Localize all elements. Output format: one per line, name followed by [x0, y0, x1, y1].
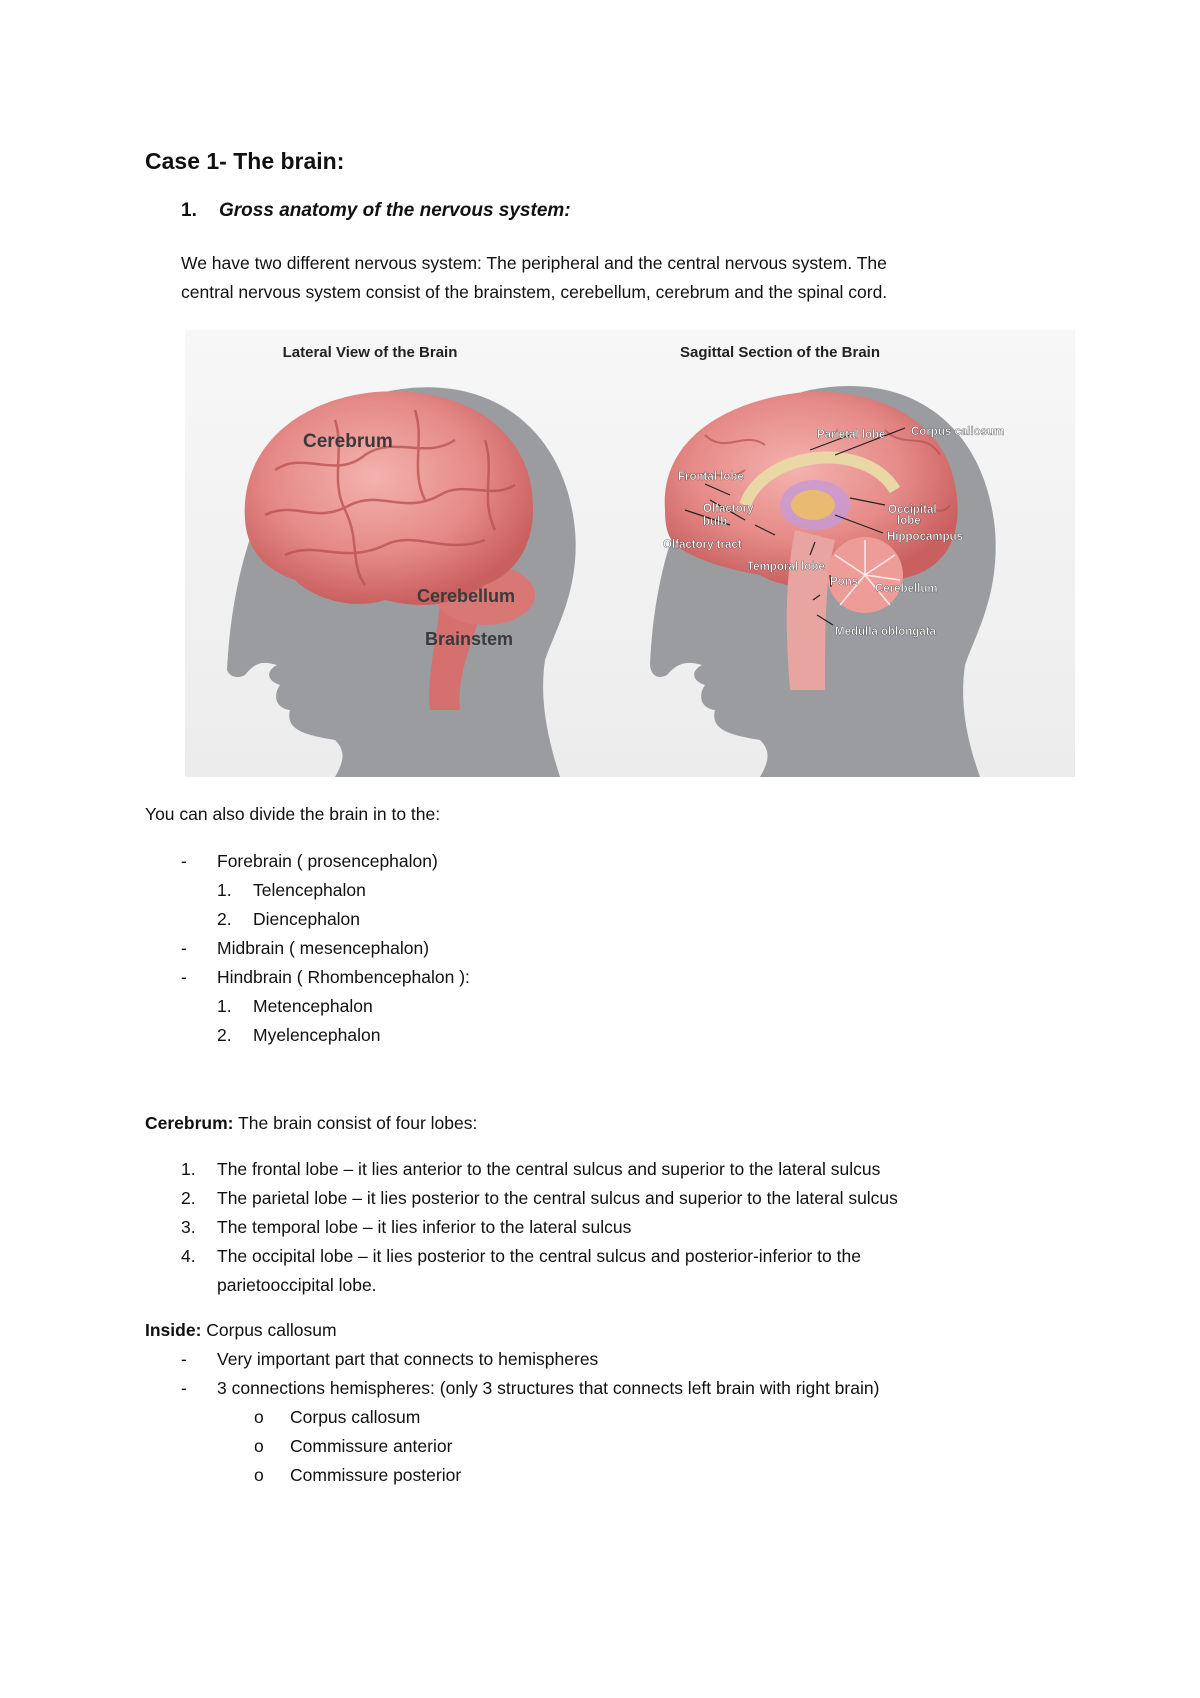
label-hippocampus: Hippocampus [887, 531, 964, 543]
label-brainstem: Brainstem [425, 629, 514, 649]
section-heading [181, 200, 571, 222]
label-medulla: Medulla oblongata [835, 626, 936, 638]
sub-commissure-anterior: Commissure anterior [290, 1436, 453, 1456]
sub-commissure-posterior: Commissure posterior [290, 1465, 462, 1485]
dash-inside-1: - [181, 1349, 187, 1369]
lateral-title: Lateral View of the Brain [282, 344, 458, 361]
bullet-1: o [254, 1407, 264, 1427]
section-number: 1. [181, 200, 197, 221]
lobe-item-frontal: 1. The frontal lobe – it lies anterior to the central sulcus and superior to the lateral sulcus [181, 1159, 881, 1179]
lobe-item-occipital-cont: parietooccipital lobe. [217, 1275, 377, 1295]
bullet-2: o [254, 1436, 264, 1456]
sub-telencephalon: 1. Telencephalon [217, 880, 366, 900]
inside-label: Inside: [145, 1320, 202, 1340]
label-occipital-1: Occipital [888, 504, 937, 516]
brain-figure [185, 330, 1075, 777]
label-cerebrum: Cerebrum [303, 431, 393, 452]
label-temporal-lobe: Temporal lobe [747, 561, 825, 573]
sagittal-title: Sagittal Section of the Brain [679, 344, 881, 361]
page-title: Case 1- The brain: [145, 148, 345, 174]
dash-midbrain: - [181, 938, 187, 958]
sub-diencephalon: 2. Diencephalon [217, 909, 361, 929]
thalamus-shape [791, 490, 835, 520]
sub-metencephalon: 1. Metencephalon [217, 996, 373, 1016]
item-forebrain: Forebrain ( prosencephalon) [217, 851, 438, 871]
sub-corpus-callosum: Corpus callosum [290, 1407, 421, 1427]
label-parietal-lobe: Parietal lobe [817, 429, 886, 441]
dash-forebrain: - [181, 851, 187, 871]
label-corpus-callosum: Corpus callosum [911, 426, 1005, 438]
cerebrum-label: Cerebrum: [145, 1113, 234, 1133]
label-occipital-2: lobe [897, 515, 921, 527]
section-title: Gross anatomy of the nervous system: [219, 200, 571, 221]
dash-hindbrain: - [181, 967, 187, 987]
bullet-3: o [254, 1465, 264, 1485]
intro-paragraph [181, 249, 1041, 307]
intro-line-2: central nervous system consist of the brainstem, cerebellum, cerebrum and the spinal cord. [181, 282, 888, 302]
lobe-item-parietal: 2. The parietal lobe – it lies posterior to the central sulcus and superior to the lateral sulcus [181, 1188, 898, 1208]
label-cerebellum: Cerebellum [417, 586, 516, 606]
inside-intro [145, 1320, 337, 1341]
inside-text: Corpus callosum [201, 1320, 337, 1340]
inside-item-2: 3 connections hemispheres: (only 3 structures that connects left brain with right brain) [217, 1378, 880, 1398]
label-sagittal-cerebellum: Cerebellum [875, 583, 938, 595]
sub-myelencephalon: 2. Myelencephalon [217, 1025, 381, 1045]
dash-inside-2: - [181, 1378, 187, 1398]
item-midbrain: Midbrain ( mesencephalon) [217, 938, 430, 958]
label-olfactory-tract: Olfactory tract [663, 539, 742, 551]
cerebrum-text: The brain consist of four lobes: [233, 1113, 478, 1133]
label-pons: Pons [830, 576, 859, 588]
divide-intro: You can also divide the brain in to the: [145, 804, 441, 824]
intro-line-1: We have two different nervous system: The peripheral and the central nervous system. The [181, 253, 887, 273]
label-frontal-lobe: Frontal lobe [678, 471, 744, 483]
cerebrum-intro [145, 1113, 477, 1134]
item-hindbrain: Hindbrain ( Rhombencephalon ): [217, 967, 470, 987]
label-olfactory-bulb-2: bulb [703, 516, 728, 528]
inside-item-1: Very important part that connects to hemispheres [217, 1349, 599, 1369]
label-olfactory-bulb-1: Olfactory [703, 503, 754, 515]
lobe-item-occipital: 4. The occipital lobe – it lies posterior to the central sulcus and posterior-inferior to the [181, 1246, 861, 1266]
lobe-item-temporal: 3. The temporal lobe – it lies inferior to the lateral sulcus [181, 1217, 632, 1237]
